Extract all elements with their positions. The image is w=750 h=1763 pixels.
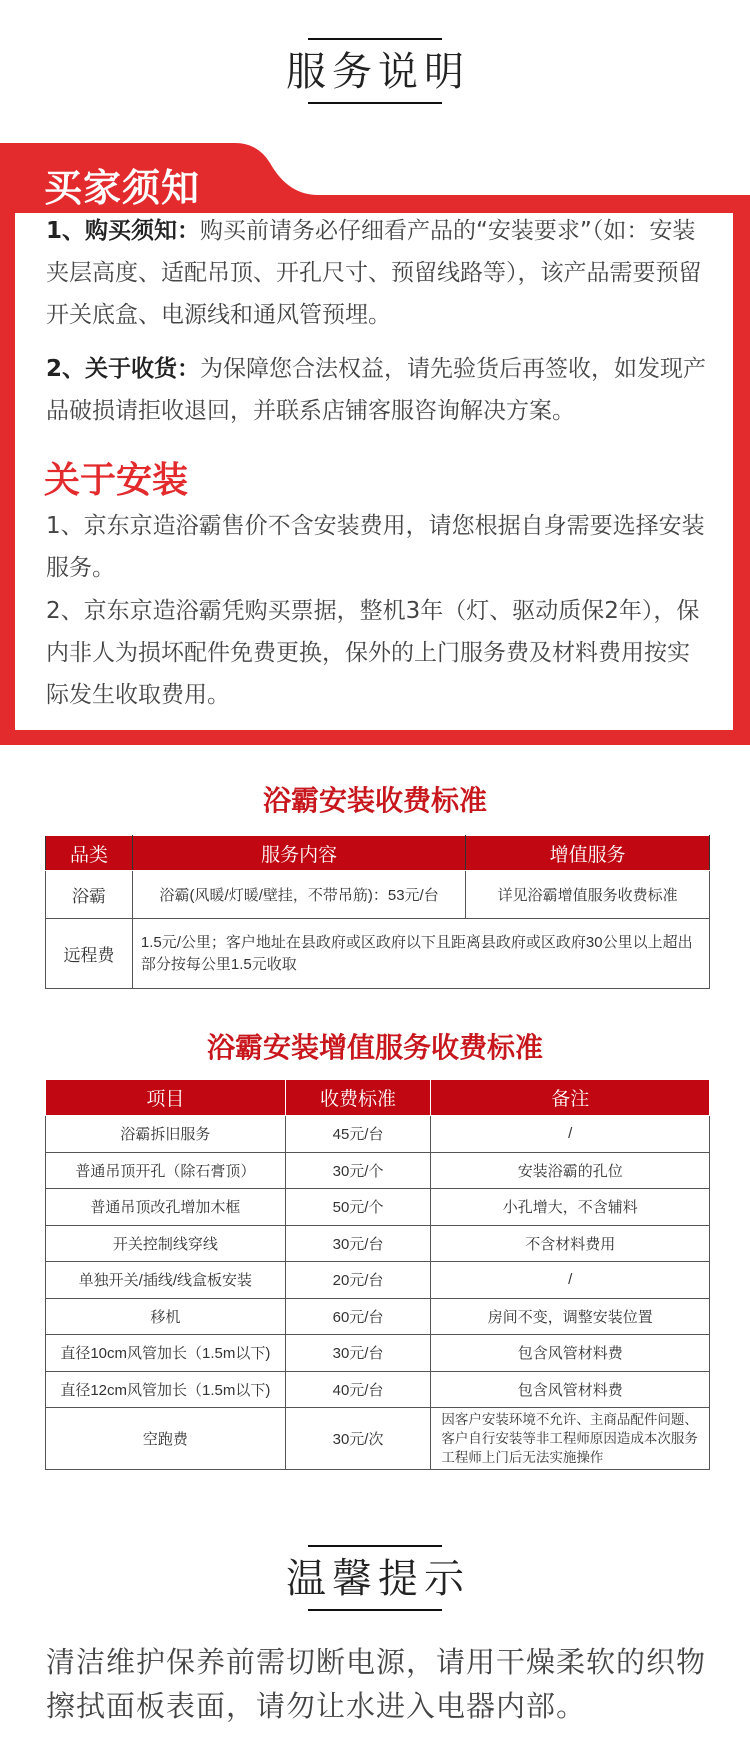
table-row (46, 1262, 710, 1299)
fee-table-title: 浴霸安装收费标准 (262, 784, 487, 817)
cell-price: 30元/次 (285, 1408, 431, 1470)
cell-note: 房间不变，调整安装位置 (431, 1298, 710, 1335)
title-bottom-rule (308, 102, 442, 104)
cell-price: 20元/台 (285, 1262, 431, 1299)
value-added-table (45, 1079, 710, 1470)
item-2-label: 2、关于收货： (46, 356, 201, 382)
header-note: 备注 (431, 1080, 710, 1116)
value-table-title: 浴霸安装增值服务收费标准 (206, 1031, 543, 1064)
header-item: 项目 (46, 1080, 286, 1116)
cell-price: 50元/个 (285, 1189, 431, 1226)
cell-note: 小孔增大，不含辅料 (431, 1189, 710, 1226)
cell-note: 包含风管材料费 (431, 1371, 710, 1408)
table-row (46, 1298, 710, 1335)
cell-item: 单独开关/插线/线盒板安装 (46, 1262, 286, 1299)
cell-item: 普通吊顶开孔（除石膏顶） (46, 1152, 286, 1189)
cell-item: 直径12cm风管加长（1.5m以下) (46, 1371, 286, 1408)
title-bottom-rule (308, 1609, 442, 1611)
tip-title: 温馨提示 (286, 1556, 470, 1602)
table-row (46, 1116, 710, 1153)
cell-item: 空跑费 (46, 1408, 286, 1470)
header-service: 服务内容 (132, 836, 465, 871)
cell-note: / (431, 1262, 710, 1299)
cell-price: 30元/台 (285, 1335, 431, 1372)
cell-note: 不含材料费用 (431, 1225, 710, 1262)
table-row (46, 1371, 710, 1408)
fee-table (45, 835, 710, 989)
buyer-notice-item-2 (46, 348, 711, 432)
table-row (46, 919, 710, 989)
buyer-notice-heading: 买家须知 (44, 166, 201, 210)
cell-category: 远程费 (46, 919, 133, 989)
cell-note: / (431, 1116, 710, 1153)
table-header-row (46, 1080, 710, 1116)
table-row (46, 1408, 710, 1470)
cell-price: 60元/台 (285, 1298, 431, 1335)
buyer-notice-item-1 (46, 210, 711, 336)
service-title-block (0, 38, 750, 104)
cell-note: 包含风管材料费 (431, 1335, 710, 1372)
cell-price: 30元/台 (285, 1225, 431, 1262)
cell-price: 30元/个 (285, 1152, 431, 1189)
header-category: 品类 (46, 836, 133, 871)
item-2-text: 为保障您合法权益，请先验货后再签收，如发现产品破损请拒收退回，并联系店铺客服咨询解决方案。 (46, 356, 707, 424)
cell-note: 安装浴霸的孔位 (431, 1152, 710, 1189)
table-row (46, 1225, 710, 1262)
cell-note: 因客户安装环境不允许、主商品配件问题、客户自行安装等非工程师原因造成本次服务工程师上门后无法实施操作 (431, 1408, 710, 1470)
install-item-2: 2、京东京造浴霸凭购买票据，整机3年（灯、驱动质保2年），保内非人为损坏配件免费更换，保外的上门服务费及材料费用按实际发生收取费用。 (46, 598, 700, 708)
tip-text: 清洁维护保养前需切断电源，请用干燥柔软的织物擦拭面板表面，请勿让水进入电器内部。 (46, 1645, 707, 1723)
cell-item: 普通吊顶改孔增加木框 (46, 1189, 286, 1226)
cell-price: 45元/台 (285, 1116, 431, 1153)
cell-item: 直径10cm风管加长（1.5m以下) (46, 1335, 286, 1372)
cell-item: 开关控制线穿线 (46, 1225, 286, 1262)
table-row (46, 871, 710, 919)
header-value-added: 增值服务 (466, 836, 710, 871)
table-row (46, 1152, 710, 1189)
cell-price: 40元/台 (285, 1371, 431, 1408)
item-1-text: 购买前请务必仔细看产品的“安装要求”（如：安装夹层高度、适配吊顶、开孔尺寸、预留线路等），该产品需要预留开关底盒、电源线和通风管预埋。 (46, 218, 702, 328)
cell-remote-fee: 1.5元/公里；客户地址在县政府或区政府以下且距离县政府或区政府30公里以上超出部分按每公里1.5元收取 (132, 919, 709, 989)
install-item-1: 1、京东京造浴霸售价不含安装费用，请您根据自身需要选择安装服务。 (46, 513, 705, 581)
service-title: 服务说明 (286, 49, 470, 95)
table-row (46, 1189, 710, 1226)
tip-title-block (0, 1545, 750, 1611)
table-header-row (46, 836, 710, 871)
cell-value-added: 详见浴霸增值服务收费标准 (466, 871, 710, 919)
table-row (46, 1335, 710, 1372)
install-heading: 关于安装 (44, 460, 189, 501)
item-1-label: 1、购买须知： (46, 218, 201, 244)
cell-item: 浴霸拆旧服务 (46, 1116, 286, 1153)
cell-item: 移机 (46, 1298, 286, 1335)
cell-category: 浴霸 (46, 871, 133, 919)
cell-service: 浴霸(风暖/灯暖/壁挂，不带吊筋)：53元/台 (132, 871, 465, 919)
header-price: 收费标准 (285, 1080, 431, 1116)
